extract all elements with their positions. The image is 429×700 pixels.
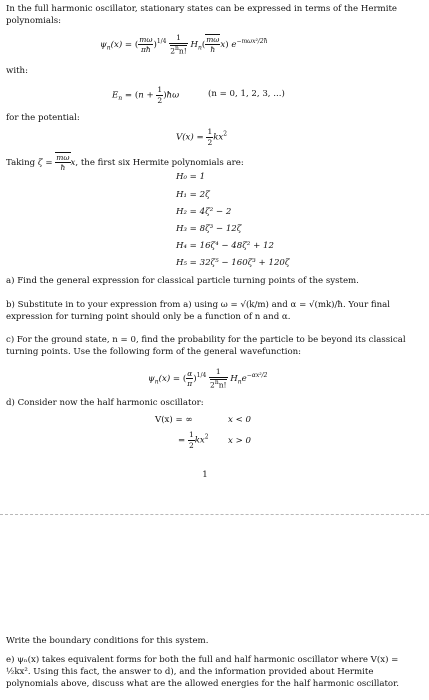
half-case-harmonic: = $\frac{1}{2}$ $kx^2$ <box>178 430 209 450</box>
page-number: 1 <box>202 470 208 480</box>
hermite-h5: H₅ = 32ζ⁵ − 160ζ³ + 120ζ <box>176 258 290 268</box>
taking-line <box>6 152 421 172</box>
part-b: b) Substitute in to your expression from a) using ω = √(k/m) and α = √(mk)/ħ. Your final expression for turning point should only be a function of n and α. <box>6 300 391 322</box>
wavefunction-equation: $\psi_n(x)$ = ( $\frac{m\omega}{\pi ħ}$ )$^{1/4}$ $\frac{1}{2^nn!}$ $H_n$( $\frac{m\omega}{ħ}$ x) $e^{-m\omega x^2/2ħ}$ <box>100 33 268 56</box>
half-case-condition-1: x < 0 <box>228 415 251 425</box>
part-c: c) For the ground state, n = 0, find the probability for the particle to be beyond its classical turning points. Use the following form of the general wavefunction: <box>6 335 406 357</box>
part-d: d) Consider now the half harmonic oscillator: <box>6 398 204 408</box>
boundary-conditions: Write the boundary conditions for this system. <box>6 636 209 646</box>
part-e: e) ψₙ(x) takes equivalent forms for both the full and half harmonic oscillator where V(x) = ½kx². Using this fact, the answer to d), and the information provided about Hermite polynomials above, discuss what are the allowed energies for the half harmonic oscillator. <box>6 655 399 689</box>
hermite-h4: H₄ = 16ζ⁴ − 48ζ² + 12 <box>176 241 274 251</box>
energy-equation: $E_n = (n$ + $\frac{1}{2}$ )ħω <box>112 85 180 105</box>
page-break-divider <box>0 514 429 515</box>
taking-suffix: the first six Hermite polynomials are: <box>80 158 244 168</box>
half-case-infinite: V(x) = ∞ <box>155 415 193 425</box>
intro-paragraph: In the full harmonic oscillator, stationary states can be expressed in terms of the Hermite polynomials: <box>6 4 397 26</box>
taking-prefix: Taking <box>6 158 36 168</box>
zeta-definition: ζ = $\frac{m\omega}{ħ}$ x, <box>37 152 79 172</box>
energy-range: (n = 0, 1, 2, 3, ...) <box>208 89 285 99</box>
half-case-condition-2: x > 0 <box>228 436 251 446</box>
hermite-h0: H₀ = 1 <box>176 172 206 182</box>
with-label: with: <box>6 66 28 76</box>
hermite-h3: H₃ = 8ζ³ − 12ζ <box>176 224 242 234</box>
part-a: a) Find the general expression for classical particle turning points of the system. <box>6 276 359 286</box>
potential-equation: V(x) = $\frac{1}{2}$ $kx^2$ <box>176 127 228 147</box>
potential-label: for the potential: <box>6 113 80 123</box>
general-wavefunction-equation: $\psi_n(x)$ = ( $\frac{\alpha}{\pi}$ )$^{1/4}$ $\frac{1}{2^nn!}$ $H_ne^{-\alpha x^2/2}$ <box>148 367 268 390</box>
hermite-h1: H₁ = 2ζ <box>176 190 210 200</box>
hermite-h2: H₂ = 4ζ² − 2 <box>176 207 232 217</box>
